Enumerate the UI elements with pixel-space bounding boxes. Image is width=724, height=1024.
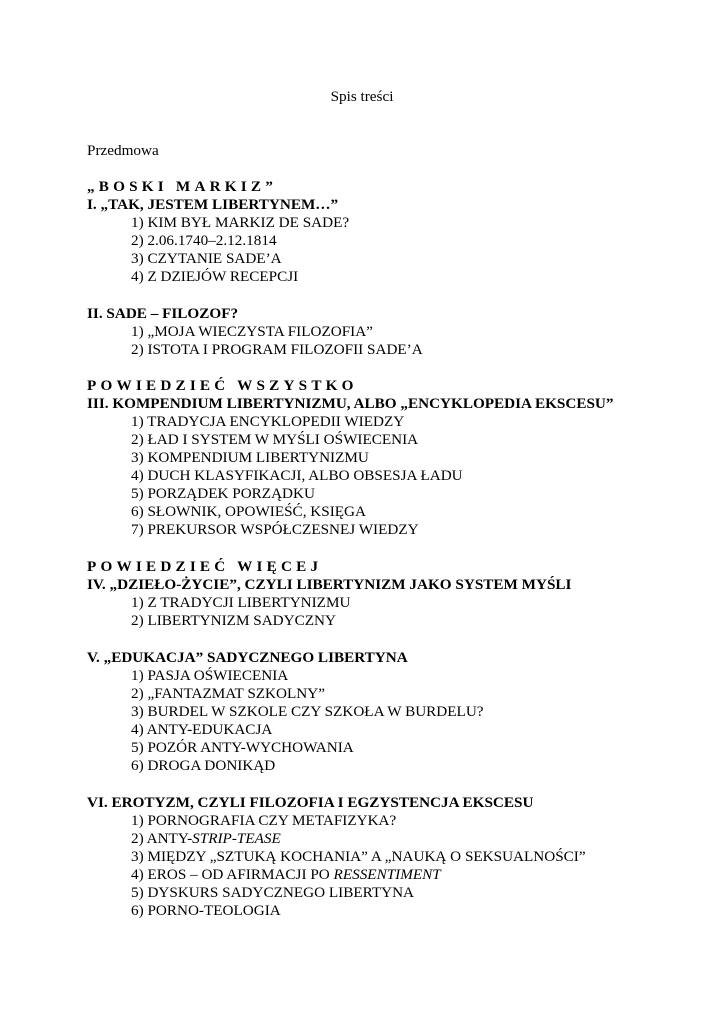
- chapter-5-item-1[interactable]: 1) PASJA OŚWIECENIA: [131, 667, 289, 684]
- chapter-6-item-6[interactable]: 6) PORNO-TEOLOGIA: [131, 902, 281, 919]
- chapter-6-item-4-italic: RESSENTIMENT: [333, 866, 441, 883]
- chapter-1-title[interactable]: I. „TAK, JESTEM LIBERTYNEM…”: [87, 196, 339, 213]
- chapter-6-item-3[interactable]: 3) MIĘDZY „SZTUKĄ KOCHANIA” A „NAUKĄ O SEKSUALNOŚCI”: [131, 848, 586, 865]
- preface-link[interactable]: Przedmowa: [87, 142, 159, 159]
- chapter-5-item-5[interactable]: 5) POZÓR ANTY-WYCHOWANIA: [131, 739, 354, 756]
- chapter-6-item-2-prefix: 2) ANTY-: [131, 830, 193, 847]
- chapter-3-item-4[interactable]: 4) DUCH KLASYFIKACJI, ALBO OBSESJA ŁADU: [131, 467, 463, 484]
- chapter-3-item-2[interactable]: 2) ŁAD I SYSTEM W MYŚLI OŚWIECENIA: [131, 431, 419, 448]
- page-title: Spis treści: [330, 88, 394, 105]
- chapter-6-item-1[interactable]: 1) PORNOGRAFIA CZY METAFIZYKA?: [131, 812, 397, 829]
- chapter-2-item-2[interactable]: 2) ISTOTA I PROGRAM FILOZOFII SADE’A: [131, 341, 423, 358]
- chapter-1-item-4[interactable]: 4) Z DZIEJÓW RECEPCJI: [131, 268, 299, 285]
- chapter-3-item-7[interactable]: 7) PREKURSOR WSPÓŁCZESNEJ WIEDZY: [131, 521, 419, 538]
- chapter-1-item-3[interactable]: 3) CZYTANIE SADE’A: [131, 250, 282, 267]
- chapter-6-item-5[interactable]: 5) DYSKURS SADYCZNEGO LIBERTYNA: [131, 884, 415, 901]
- chapter-3-item-3[interactable]: 3) KOMPENDIUM LIBERTYNIZMU: [131, 449, 369, 466]
- chapter-3-item-6[interactable]: 6) SŁOWNIK, OPOWIEŚĆ, KSIĘGA: [131, 503, 366, 520]
- chapter-6-item-4-prefix: 4) EROS – OD AFIRMACJI PO: [131, 866, 334, 883]
- chapter-5-item-3[interactable]: 3) BURDEL W SZKOLE CZY SZKOŁA W BURDELU?: [131, 703, 484, 720]
- chapter-3-item-1[interactable]: 1) TRADYCJA ENCYKLOPEDII WIEDZY: [131, 413, 405, 430]
- chapter-1-item-2[interactable]: 2) 2.06.1740–2.12.1814: [131, 232, 277, 249]
- chapter-3-title[interactable]: III. KOMPENDIUM LIBERTYNIZMU, ALBO „ENCYKLOPEDIA EKSCESU”: [87, 395, 614, 412]
- chapter-5-item-6[interactable]: 6) DROGA DONIKĄD: [131, 757, 276, 774]
- part-heading-powiedziec-wiecej: POWIEDZIEĆ WIĘCEJ: [87, 558, 323, 575]
- chapter-4-item-2[interactable]: 2) LIBERTYNIZM SADYCZNY: [131, 612, 336, 629]
- chapter-5-title[interactable]: V. „EDUKACJA” SADYCZNEGO LIBERTYNA: [87, 649, 408, 666]
- chapter-3-item-5[interactable]: 5) PORZĄDEK PORZĄDKU: [131, 485, 315, 502]
- chapter-4-item-1[interactable]: 1) Z TRADYCJI LIBERTYNIZMU: [131, 594, 351, 611]
- chapter-6-title[interactable]: VI. EROTYZM, CZYLI FILOZOFIA I EGZYSTENCJA EKSCESU: [87, 794, 534, 811]
- chapter-5-item-2[interactable]: 2) „FANTAZMAT SZKOLNY”: [131, 685, 325, 702]
- chapter-4-title[interactable]: IV. „DZIEŁO-ŻYCIE”, CZYLI LIBERTYNIZM JAKO SYSTEM MYŚLI: [87, 576, 572, 593]
- chapter-6-item-2[interactable]: [131, 830, 281, 848]
- chapter-6-item-2-italic: STRIP-TEASE: [192, 830, 281, 847]
- chapter-2-title[interactable]: II. SADE – FILOZOF?: [87, 305, 239, 322]
- chapter-1-item-1[interactable]: 1) KIM BYŁ MARKIZ DE SADE?: [131, 214, 350, 231]
- chapter-5-item-4[interactable]: 4) ANTY-EDUKACJA: [131, 721, 273, 738]
- part-heading-boski-markiz: „BOSKI MARKIZ”: [87, 178, 278, 195]
- chapter-2-item-1[interactable]: 1) „MOJA WIECZYSTA FILOZOFIA”: [131, 323, 373, 340]
- part-heading-powiedziec-wszystko: POWIEDZIEĆ WSZYSTKO: [87, 377, 358, 394]
- chapter-6-item-4[interactable]: [131, 866, 441, 884]
